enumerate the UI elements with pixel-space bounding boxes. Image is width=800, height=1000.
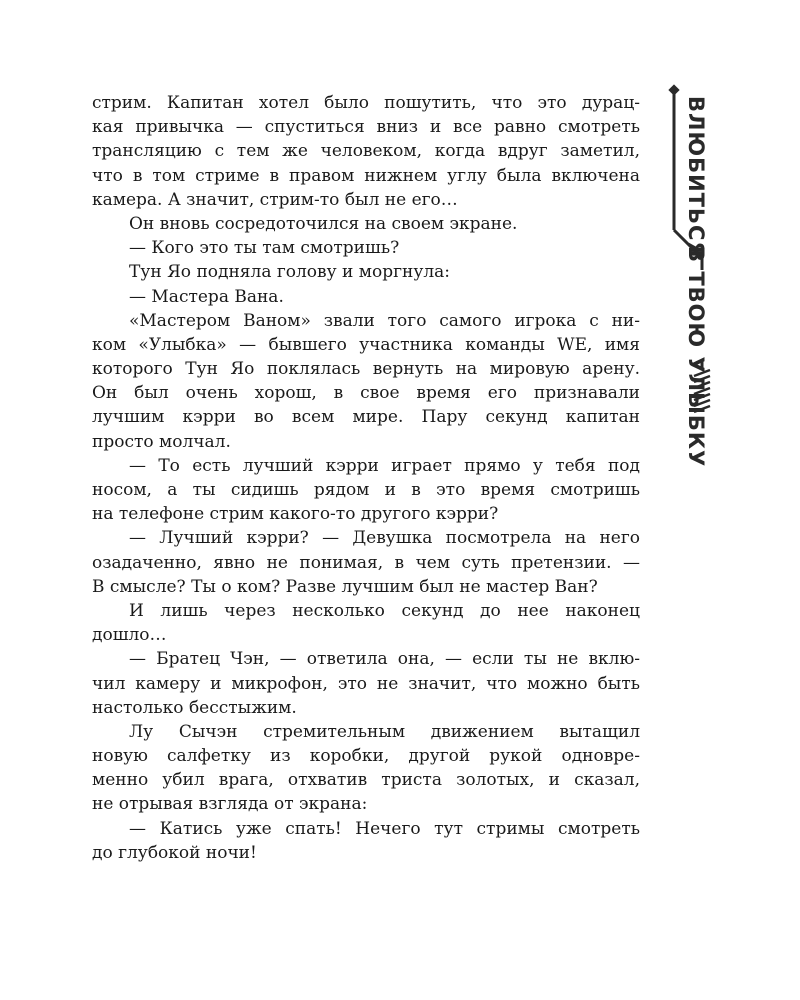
text-line: настолько бесстыжим. [92, 697, 297, 718]
text-line: — Лучший кэрри? — Девушка посмотрела на него [129, 528, 640, 549]
text-line: — Мастера Вана. [129, 286, 284, 307]
text-line: — Катись уже спать! Нечего тут стримы смотреть [129, 818, 640, 839]
text-line: Он вновь сосредоточился на своем экране. [129, 213, 518, 234]
text-line: дошло… [92, 625, 167, 646]
text-line: носом, а ты сидишь рядом и в это время смотришь [92, 480, 640, 500]
text-line: Тун Яо подняла голову и моргнула: [129, 262, 450, 283]
text-line: стрим. Капитан хотел было пошутить, что это дурац- [92, 93, 640, 113]
text-line: чил камеру и микрофон, это не значит, что можно быть [92, 673, 640, 694]
text-line: лучшим кэрри во всем мире. Пару секунд капитан [92, 407, 640, 428]
text-line: на телефоне стрим какого-то другого кэрри? [92, 504, 499, 525]
text-line: которого Тун Яо поклялась вернуть на мировую арену. [92, 359, 640, 380]
text-line: Он был очень хорош, в свое время его признавали [92, 383, 640, 404]
text-line: не отрывая взгляда от экрана: [92, 794, 368, 815]
text-line: — Братец Чэн, — ответила она, — если ты не вклю- [129, 649, 640, 670]
text-line: что в том стриме в правом нижнем углу была включена [92, 165, 640, 186]
body-text [92, 91, 640, 865]
text-line: озадаченно, явно не понимая, в чем суть претензии. — [92, 552, 640, 573]
text-line: трансляцию с тем же человеком, когда вдруг заметил, [92, 141, 640, 162]
text-line: ком «Улыбка» — бывшего участника команды WE, имя [92, 334, 640, 355]
text-line: до глубокой ночи! [92, 842, 257, 863]
text-line: И лишь через несколько секунд до нее наконец [129, 600, 640, 621]
text-line: менно убил врага, отхватив триста золотых, и сказал, [92, 770, 640, 791]
running-title-part2: В ТВОЮ УЛЫБКУ [684, 246, 708, 468]
text-line: просто молчал. [92, 431, 231, 452]
ornament-diamond [668, 84, 679, 95]
text-line: Лу Сычэн стремительным движением вытащил [129, 721, 640, 742]
text-line: В смысле? Ты о ком? Разве лучшим был не мастер Ван? [92, 576, 598, 597]
text-line: кая привычка — спуститься вниз и все равно смотреть [92, 117, 640, 138]
running-title-part1: ВЛЮБИТЬСЯ [684, 96, 708, 259]
text-line: «Мастером Ваном» звали того самого игрока с ни- [129, 310, 640, 331]
text-line: новую салфетку из коробки, другой рукой одновре- [92, 746, 640, 767]
text-line: — То есть лучший кэрри играет прямо у тебя под [129, 455, 640, 476]
text-line: камера. А значит, стрим-то был не его… [92, 189, 458, 210]
text-line: — Кого это ты там смотришь? [129, 238, 400, 259]
